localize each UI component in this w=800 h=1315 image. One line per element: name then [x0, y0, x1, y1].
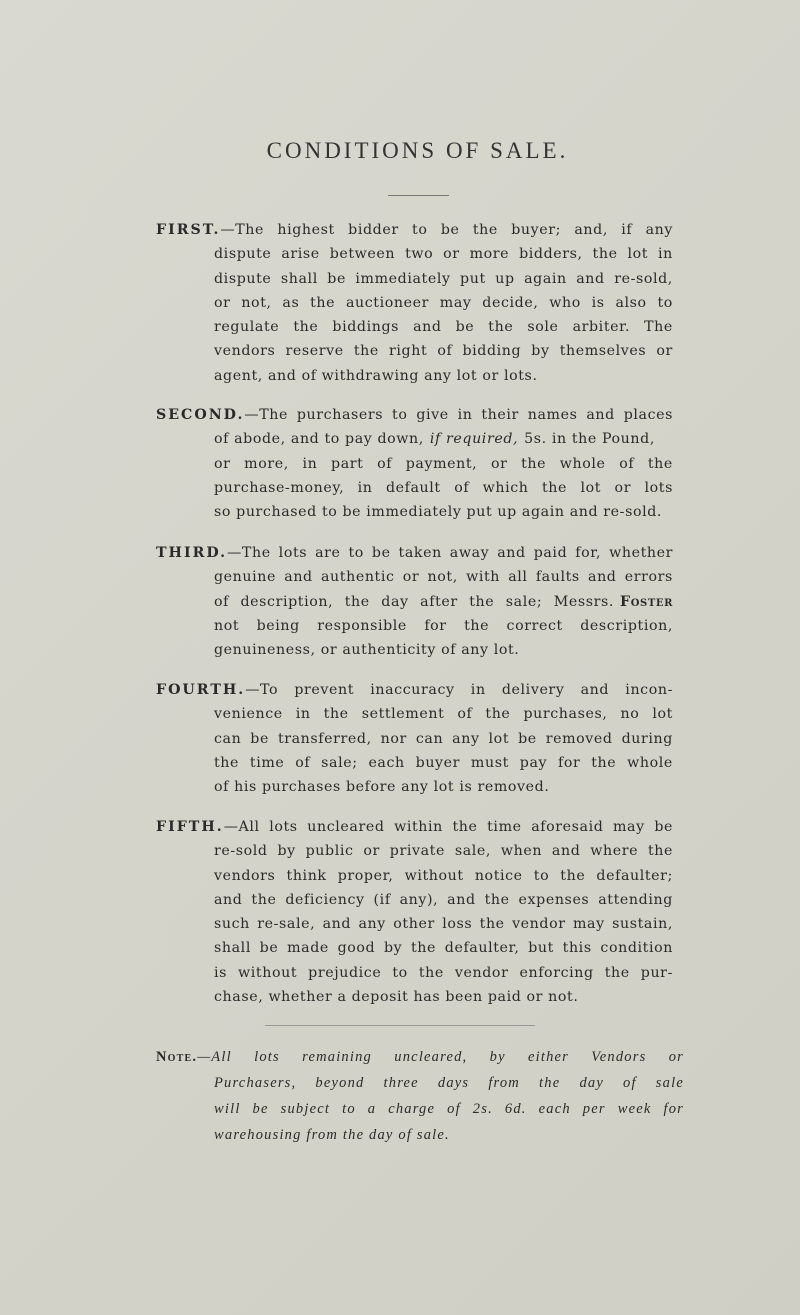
- section-divider: [265, 1025, 535, 1026]
- condition-first: [156, 218, 673, 388]
- condition-heading: FIRST.: [156, 222, 221, 238]
- condition-line: chase, whether a deposit has been paid or not.: [214, 989, 579, 1006]
- condition-line: regulate the biddings and be the sole arbiter. The: [214, 319, 673, 336]
- condition-line: [156, 541, 673, 565]
- note-line: Purchasers, beyond three days from the day of sale: [214, 1075, 684, 1091]
- condition-heading: SECOND.: [156, 407, 245, 423]
- condition-text: —The lots are to be taken away and paid for, whether: [227, 545, 673, 561]
- condition-line: purchase-money, in default of which the lot or lots: [214, 479, 673, 496]
- condition-text-italic: if required,: [429, 431, 519, 448]
- condition-line: genuineness, or authenticity of any lot.: [214, 642, 520, 659]
- note-heading: Note.: [156, 1049, 198, 1065]
- condition-line: is without prejudice to the vendor enforcing the pur-: [214, 964, 673, 981]
- condition-text: of description, the day after the sale; Messrs.: [214, 593, 615, 610]
- condition-line: or more, in part of payment, or the whole of the: [214, 455, 673, 472]
- condition-heading: THIRD.: [156, 545, 228, 561]
- condition-line: or not, as the auctioneer may decide, who is also to: [214, 294, 673, 311]
- condition-line: vendors think proper, without notice to the defaulter;: [214, 867, 673, 884]
- condition-text: —The highest bidder to be the buyer; and, if any: [220, 222, 673, 238]
- condition-line: [214, 427, 673, 451]
- condition-text: —The purchasers to give in their names and places: [244, 407, 673, 423]
- condition-line: agent, and of withdrawing any lot or lots.: [214, 367, 538, 384]
- condition-line: dispute arise between two or more bidders, the lot in: [214, 246, 673, 263]
- page-title: CONDITIONS OF SALE.: [266, 138, 569, 163]
- condition-line: re-sold by public or private sale, when and where the: [214, 843, 673, 860]
- condition-line: shall be made good by the defaulter, but this condition: [214, 940, 673, 957]
- condition-fourth: [156, 678, 673, 799]
- condition-text: of abode, and to pay down,: [214, 431, 424, 448]
- condition-line: genuine and authentic or not, with all faults and errors: [214, 569, 673, 586]
- note-paragraph: [156, 1044, 684, 1148]
- condition-second: [156, 403, 673, 524]
- note-line: warehousing from the day of sale.: [214, 1127, 450, 1143]
- condition-line: the time of sale; each buyer must pay for the whole: [214, 754, 673, 771]
- condition-line: so purchased to be immediately put up again and re-sold.: [214, 504, 663, 521]
- condition-text: 5s. in the Pound,: [524, 431, 655, 448]
- condition-third: [156, 541, 673, 662]
- condition-line: vendors reserve the right of bidding by themselves or: [214, 343, 673, 360]
- condition-line: [156, 815, 673, 839]
- condition-line: such re-sale, and any other loss the vendor may sustain,: [214, 916, 673, 933]
- title-divider: [388, 195, 449, 196]
- note-line: [156, 1044, 684, 1070]
- condition-line: can be transferred, nor can any lot be removed during: [214, 730, 673, 747]
- condition-heading: FIFTH.: [156, 819, 224, 835]
- condition-line: venience in the settlement of the purchases, no lot: [214, 706, 673, 723]
- condition-heading: FOURTH.: [156, 682, 246, 698]
- condition-fifth: [156, 815, 673, 1009]
- condition-line: [156, 678, 673, 702]
- condition-line: [156, 218, 673, 242]
- condition-line: [214, 590, 673, 614]
- note-text: —All lots remaining uncleared, by either Vendors or: [197, 1049, 684, 1065]
- condition-text: —All lots uncleared within the time aforesaid may be: [223, 819, 673, 835]
- condition-line: of his purchases before any lot is removed.: [214, 779, 550, 796]
- condition-text: —To prevent inaccuracy in delivery and incon-: [245, 682, 673, 698]
- condition-line: [156, 403, 673, 427]
- condition-text-smallcaps: Foster: [620, 593, 673, 610]
- condition-line: dispute shall be immediately put up again and re-sold,: [214, 270, 673, 287]
- condition-line: not being responsible for the correct description,: [214, 617, 673, 634]
- note-line: will be subject to a charge of 2s. 6d. each per week for: [214, 1101, 684, 1117]
- condition-line: and the deficiency (if any), and the expenses attending: [214, 891, 673, 908]
